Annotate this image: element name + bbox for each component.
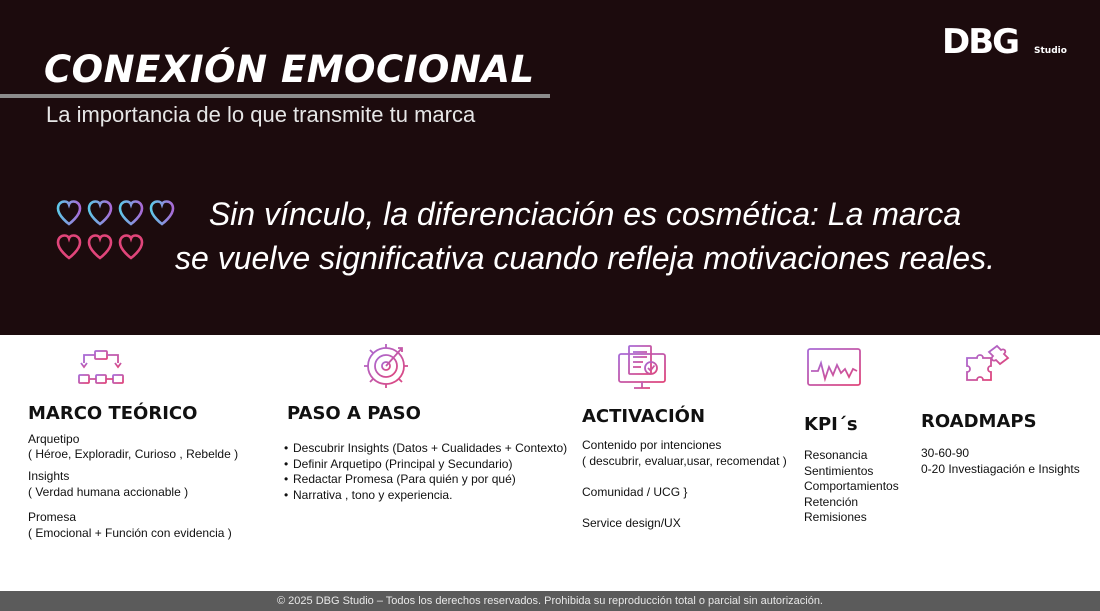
activacion-title: ACTIVACIÓN [582, 406, 706, 427]
heart-icon [89, 202, 111, 225]
marco-label-arquetipo: Arquetipo [28, 432, 80, 446]
pulse-chart-icon [806, 343, 858, 395]
heart-icon [58, 202, 80, 225]
quote-line-2: se vuelve significativa cuando refleja motivaciones reales. [175, 240, 995, 276]
activacion-line-3: Comunidad / UCG } [582, 485, 688, 499]
quote-line-1: Sin vínculo, la diferenciación es cosmética: La marca [208, 196, 962, 232]
kpi-list [804, 448, 899, 526]
page-title: CONEXIÓN EMOCIONAL [44, 48, 535, 91]
kpi-title: KPI´s [804, 414, 858, 435]
roadmaps-title: ROADMAPS [921, 411, 1037, 432]
roadmaps-item: 30-60-90 [921, 446, 970, 460]
paso-item: • Redactar Promesa (Para quién y por qué) [284, 472, 567, 488]
heart-icon [120, 202, 142, 225]
logo-mark: DBG [942, 22, 1019, 62]
paso-item: • Descubrir Insights (Datos + Cualidades + Contexto) [284, 441, 567, 457]
marco-label-insights: Insights [28, 469, 70, 483]
title-divider [0, 94, 550, 98]
marco-detail-promesa: ( Emocional + Función con evidencia ) [28, 526, 232, 540]
footer-copyright: © 2025 DBG Studio – Todos los derechos reservados. Prohibida su reproducción total o parcial sin autorización. [0, 591, 1100, 611]
marco-detail-arquetipo: ( Héroe, Exploradir, Curioso , Rebelde ) [28, 447, 239, 461]
flowchart-icon [75, 343, 127, 395]
kpi-item: Retención [804, 494, 859, 509]
heart-icon [89, 236, 111, 259]
gear-target-icon [360, 340, 412, 392]
kpi-item: Resonancia [804, 448, 868, 462]
heart-icon [58, 236, 80, 259]
brand-logo [942, 24, 1072, 68]
marco-label-promesa: Promesa [28, 510, 77, 524]
kpi-item: Remisiones [804, 510, 867, 524]
marco-title: MARCO TEÓRICO [28, 403, 198, 424]
paso-item: • Narrativa , tono y experiencia. [284, 488, 567, 504]
monitor-document-icon [616, 342, 668, 394]
activacion-line-4: Service design/UX [582, 516, 681, 530]
kpi-item: Sentimientos [804, 463, 874, 478]
hero-quote [160, 192, 1010, 280]
paso-list [284, 441, 567, 503]
activacion-line-1: Contenido por intenciones [582, 438, 722, 452]
page-subtitle: La importancia de lo que transmite tu marca [46, 102, 476, 127]
roadmaps-list [921, 446, 1080, 477]
activacion-line-2: ( descubrir, evaluar,usar, recomendat ) [582, 454, 787, 468]
heart-row-blue [58, 202, 173, 225]
kpi-item: Comportamientos [804, 479, 899, 493]
logo-sub: Studio [1034, 46, 1067, 56]
marco-detail-insights: ( Verdad humana accionable ) [28, 485, 189, 499]
heart-row-pink [58, 236, 142, 259]
paso-title: PASO A PASO [287, 403, 421, 424]
puzzle-icon [961, 342, 1013, 394]
roadmaps-item: 0-20 Investiagación e Insights [921, 461, 1080, 476]
paso-item: • Definir Arquetipo (Principal y Secundario) [284, 457, 567, 473]
heart-icon [120, 236, 142, 259]
